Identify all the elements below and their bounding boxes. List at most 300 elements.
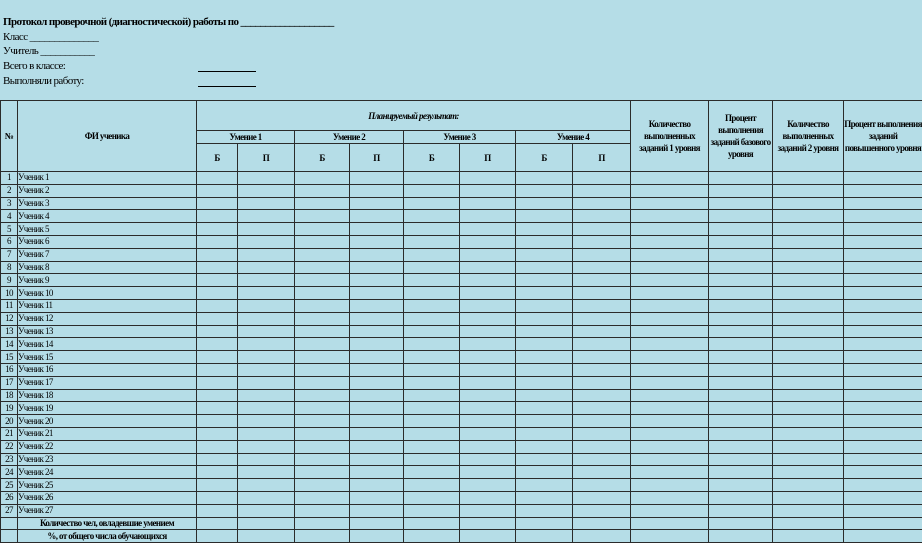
student-name[interactable]: Ученик 27	[18, 504, 197, 517]
score-cell[interactable]	[404, 466, 460, 479]
score-cell[interactable]	[295, 223, 350, 236]
score-cell[interactable]	[844, 197, 922, 210]
score-cell[interactable]	[573, 376, 631, 389]
summary-cell[interactable]	[295, 517, 350, 530]
score-cell[interactable]	[295, 261, 350, 274]
summary-cell[interactable]	[238, 530, 295, 543]
score-cell[interactable]	[295, 312, 350, 325]
score-cell[interactable]	[460, 466, 516, 479]
score-cell[interactable]	[709, 363, 773, 376]
student-name[interactable]: Ученик 20	[18, 415, 197, 428]
summary-cell[interactable]	[350, 517, 404, 530]
score-cell[interactable]	[460, 235, 516, 248]
score-cell[interactable]	[295, 197, 350, 210]
score-cell[interactable]	[404, 261, 460, 274]
score-cell[interactable]	[460, 427, 516, 440]
total-in-class-value[interactable]	[198, 61, 256, 72]
student-name[interactable]: Ученик 15	[18, 351, 197, 364]
score-cell[interactable]	[295, 184, 350, 197]
score-cell[interactable]	[460, 402, 516, 415]
score-cell[interactable]	[709, 491, 773, 504]
score-cell[interactable]	[350, 415, 404, 428]
score-cell[interactable]	[404, 376, 460, 389]
summary-cell[interactable]	[460, 530, 516, 543]
summary-cell[interactable]	[197, 517, 238, 530]
score-cell[interactable]	[631, 466, 709, 479]
score-cell[interactable]	[404, 210, 460, 223]
score-cell[interactable]	[404, 389, 460, 402]
score-cell[interactable]	[295, 299, 350, 312]
score-cell[interactable]	[631, 312, 709, 325]
score-cell[interactable]	[844, 299, 922, 312]
score-cell[interactable]	[573, 466, 631, 479]
score-cell[interactable]	[238, 466, 295, 479]
score-cell[interactable]	[773, 491, 844, 504]
score-cell[interactable]	[631, 363, 709, 376]
score-cell[interactable]	[350, 197, 404, 210]
score-cell[interactable]	[404, 235, 460, 248]
score-cell[interactable]	[709, 376, 773, 389]
score-cell[interactable]	[197, 261, 238, 274]
score-cell[interactable]	[709, 223, 773, 236]
score-cell[interactable]	[709, 504, 773, 517]
score-cell[interactable]	[197, 223, 238, 236]
score-cell[interactable]	[844, 389, 922, 402]
score-cell[interactable]	[573, 427, 631, 440]
score-cell[interactable]	[460, 184, 516, 197]
score-cell[interactable]	[404, 274, 460, 287]
score-cell[interactable]	[631, 299, 709, 312]
score-cell[interactable]	[197, 287, 238, 300]
score-cell[interactable]	[516, 184, 573, 197]
score-cell[interactable]	[573, 325, 631, 338]
score-cell[interactable]	[238, 184, 295, 197]
score-cell[interactable]	[844, 491, 922, 504]
student-name[interactable]: Ученик 21	[18, 427, 197, 440]
teacher-field[interactable]: Учитель ___________	[3, 45, 94, 57]
score-cell[interactable]	[460, 351, 516, 364]
score-cell[interactable]	[516, 453, 573, 466]
score-cell[interactable]	[197, 389, 238, 402]
score-cell[interactable]	[844, 363, 922, 376]
student-name[interactable]: Ученик 24	[18, 466, 197, 479]
score-cell[interactable]	[350, 274, 404, 287]
student-name[interactable]: Ученик 16	[18, 363, 197, 376]
score-cell[interactable]	[773, 402, 844, 415]
class-field[interactable]: Класс ______________	[3, 31, 98, 43]
score-cell[interactable]	[238, 351, 295, 364]
score-cell[interactable]	[844, 376, 922, 389]
score-cell[interactable]	[404, 287, 460, 300]
score-cell[interactable]	[844, 440, 922, 453]
score-cell[interactable]	[238, 299, 295, 312]
score-cell[interactable]	[350, 453, 404, 466]
score-cell[interactable]	[295, 248, 350, 261]
score-cell[interactable]	[709, 415, 773, 428]
student-name[interactable]: Ученик 26	[18, 491, 197, 504]
score-cell[interactable]	[404, 479, 460, 492]
score-cell[interactable]	[709, 235, 773, 248]
score-cell[interactable]	[404, 453, 460, 466]
score-cell[interactable]	[573, 440, 631, 453]
student-name[interactable]: Ученик 19	[18, 402, 197, 415]
score-cell[interactable]	[197, 351, 238, 364]
score-cell[interactable]	[573, 287, 631, 300]
score-cell[interactable]	[238, 274, 295, 287]
score-cell[interactable]	[295, 440, 350, 453]
score-cell[interactable]	[350, 338, 404, 351]
student-name[interactable]: Ученик 13	[18, 325, 197, 338]
score-cell[interactable]	[295, 389, 350, 402]
score-cell[interactable]	[573, 351, 631, 364]
score-cell[interactable]	[844, 338, 922, 351]
score-cell[interactable]	[197, 504, 238, 517]
score-cell[interactable]	[709, 261, 773, 274]
score-cell[interactable]	[573, 402, 631, 415]
score-cell[interactable]	[350, 351, 404, 364]
score-cell[interactable]	[404, 312, 460, 325]
score-cell[interactable]	[709, 274, 773, 287]
score-cell[interactable]	[197, 363, 238, 376]
score-cell[interactable]	[844, 466, 922, 479]
score-cell[interactable]	[773, 376, 844, 389]
summary-cell[interactable]	[844, 517, 922, 530]
score-cell[interactable]	[631, 376, 709, 389]
score-cell[interactable]	[773, 210, 844, 223]
score-cell[interactable]	[295, 235, 350, 248]
score-cell[interactable]	[709, 325, 773, 338]
score-cell[interactable]	[404, 427, 460, 440]
score-cell[interactable]	[844, 223, 922, 236]
score-cell[interactable]	[516, 351, 573, 364]
score-cell[interactable]	[404, 491, 460, 504]
score-cell[interactable]	[631, 274, 709, 287]
score-cell[interactable]	[709, 427, 773, 440]
score-cell[interactable]	[238, 440, 295, 453]
student-name[interactable]: Ученик 14	[18, 338, 197, 351]
score-cell[interactable]	[350, 235, 404, 248]
score-cell[interactable]	[773, 363, 844, 376]
score-cell[interactable]	[631, 235, 709, 248]
score-cell[interactable]	[295, 363, 350, 376]
score-cell[interactable]	[631, 210, 709, 223]
score-cell[interactable]	[197, 491, 238, 504]
score-cell[interactable]	[516, 287, 573, 300]
score-cell[interactable]	[773, 504, 844, 517]
score-cell[interactable]	[773, 351, 844, 364]
score-cell[interactable]	[197, 172, 238, 185]
score-cell[interactable]	[773, 197, 844, 210]
score-cell[interactable]	[709, 197, 773, 210]
score-cell[interactable]	[238, 312, 295, 325]
score-cell[interactable]	[709, 440, 773, 453]
student-name[interactable]: Ученик 5	[18, 223, 197, 236]
score-cell[interactable]	[404, 184, 460, 197]
score-cell[interactable]	[295, 287, 350, 300]
score-cell[interactable]	[709, 210, 773, 223]
summary-cell[interactable]	[773, 517, 844, 530]
score-cell[interactable]	[460, 325, 516, 338]
score-cell[interactable]	[709, 184, 773, 197]
student-name[interactable]: Ученик 11	[18, 299, 197, 312]
score-cell[interactable]	[350, 184, 404, 197]
score-cell[interactable]	[709, 466, 773, 479]
score-cell[interactable]	[573, 299, 631, 312]
score-cell[interactable]	[573, 453, 631, 466]
score-cell[interactable]	[197, 338, 238, 351]
score-cell[interactable]	[460, 248, 516, 261]
score-cell[interactable]	[460, 287, 516, 300]
score-cell[interactable]	[773, 325, 844, 338]
score-cell[interactable]	[844, 504, 922, 517]
score-cell[interactable]	[773, 389, 844, 402]
score-cell[interactable]	[404, 402, 460, 415]
student-name[interactable]: Ученик 25	[18, 479, 197, 492]
score-cell[interactable]	[404, 299, 460, 312]
score-cell[interactable]	[197, 210, 238, 223]
score-cell[interactable]	[295, 479, 350, 492]
score-cell[interactable]	[631, 440, 709, 453]
score-cell[interactable]	[773, 415, 844, 428]
score-cell[interactable]	[350, 427, 404, 440]
score-cell[interactable]	[350, 376, 404, 389]
score-cell[interactable]	[197, 415, 238, 428]
score-cell[interactable]	[460, 172, 516, 185]
score-cell[interactable]	[197, 402, 238, 415]
score-cell[interactable]	[631, 504, 709, 517]
score-cell[interactable]	[197, 466, 238, 479]
score-cell[interactable]	[573, 274, 631, 287]
summary-cell[interactable]	[238, 517, 295, 530]
score-cell[interactable]	[844, 261, 922, 274]
score-cell[interactable]	[844, 287, 922, 300]
score-cell[interactable]	[295, 466, 350, 479]
score-cell[interactable]	[631, 325, 709, 338]
score-cell[interactable]	[573, 479, 631, 492]
score-cell[interactable]	[709, 402, 773, 415]
score-cell[interactable]	[631, 479, 709, 492]
score-cell[interactable]	[709, 248, 773, 261]
score-cell[interactable]	[631, 453, 709, 466]
score-cell[interactable]	[631, 248, 709, 261]
score-cell[interactable]	[516, 389, 573, 402]
score-cell[interactable]	[350, 363, 404, 376]
score-cell[interactable]	[238, 172, 295, 185]
score-cell[interactable]	[350, 172, 404, 185]
score-cell[interactable]	[295, 415, 350, 428]
score-cell[interactable]	[295, 274, 350, 287]
score-cell[interactable]	[516, 466, 573, 479]
student-name[interactable]: Ученик 22	[18, 440, 197, 453]
score-cell[interactable]	[573, 248, 631, 261]
score-cell[interactable]	[709, 453, 773, 466]
score-cell[interactable]	[516, 325, 573, 338]
score-cell[interactable]	[631, 197, 709, 210]
summary-cell[interactable]	[404, 530, 460, 543]
student-name[interactable]: Ученик 9	[18, 274, 197, 287]
score-cell[interactable]	[516, 427, 573, 440]
score-cell[interactable]	[295, 504, 350, 517]
score-cell[interactable]	[631, 223, 709, 236]
score-cell[interactable]	[631, 415, 709, 428]
score-cell[interactable]	[460, 376, 516, 389]
score-cell[interactable]	[295, 402, 350, 415]
summary-cell[interactable]	[404, 517, 460, 530]
score-cell[interactable]	[573, 504, 631, 517]
score-cell[interactable]	[516, 235, 573, 248]
score-cell[interactable]	[516, 402, 573, 415]
score-cell[interactable]	[197, 184, 238, 197]
score-cell[interactable]	[197, 197, 238, 210]
score-cell[interactable]	[460, 261, 516, 274]
score-cell[interactable]	[516, 172, 573, 185]
score-cell[interactable]	[295, 210, 350, 223]
score-cell[interactable]	[773, 287, 844, 300]
score-cell[interactable]	[238, 376, 295, 389]
score-cell[interactable]	[350, 312, 404, 325]
score-cell[interactable]	[516, 274, 573, 287]
student-name[interactable]: Ученик 4	[18, 210, 197, 223]
student-name[interactable]: Ученик 6	[18, 235, 197, 248]
score-cell[interactable]	[404, 197, 460, 210]
score-cell[interactable]	[844, 248, 922, 261]
score-cell[interactable]	[238, 325, 295, 338]
score-cell[interactable]	[516, 223, 573, 236]
score-cell[interactable]	[197, 427, 238, 440]
score-cell[interactable]	[197, 248, 238, 261]
score-cell[interactable]	[238, 491, 295, 504]
score-cell[interactable]	[404, 504, 460, 517]
score-cell[interactable]	[197, 479, 238, 492]
score-cell[interactable]	[573, 197, 631, 210]
score-cell[interactable]	[773, 479, 844, 492]
score-cell[interactable]	[516, 312, 573, 325]
score-cell[interactable]	[350, 210, 404, 223]
summary-cell[interactable]	[709, 530, 773, 543]
score-cell[interactable]	[238, 287, 295, 300]
score-cell[interactable]	[516, 504, 573, 517]
score-cell[interactable]	[197, 440, 238, 453]
score-cell[interactable]	[631, 338, 709, 351]
score-cell[interactable]	[631, 427, 709, 440]
score-cell[interactable]	[460, 363, 516, 376]
score-cell[interactable]	[460, 389, 516, 402]
score-cell[interactable]	[238, 235, 295, 248]
score-cell[interactable]	[404, 415, 460, 428]
student-name[interactable]: Ученик 18	[18, 389, 197, 402]
score-cell[interactable]	[573, 338, 631, 351]
score-cell[interactable]	[773, 299, 844, 312]
score-cell[interactable]	[709, 351, 773, 364]
score-cell[interactable]	[709, 312, 773, 325]
score-cell[interactable]	[844, 274, 922, 287]
score-cell[interactable]	[295, 325, 350, 338]
score-cell[interactable]	[238, 261, 295, 274]
score-cell[interactable]	[460, 299, 516, 312]
score-cell[interactable]	[516, 440, 573, 453]
score-cell[interactable]	[516, 479, 573, 492]
score-cell[interactable]	[295, 351, 350, 364]
score-cell[interactable]	[773, 172, 844, 185]
score-cell[interactable]	[295, 172, 350, 185]
summary-cell[interactable]	[460, 517, 516, 530]
score-cell[interactable]	[350, 440, 404, 453]
score-cell[interactable]	[773, 312, 844, 325]
score-cell[interactable]	[404, 325, 460, 338]
score-cell[interactable]	[844, 235, 922, 248]
score-cell[interactable]	[573, 312, 631, 325]
summary-cell[interactable]	[773, 530, 844, 543]
score-cell[interactable]	[238, 210, 295, 223]
student-name[interactable]: Ученик 8	[18, 261, 197, 274]
score-cell[interactable]	[631, 351, 709, 364]
score-cell[interactable]	[238, 453, 295, 466]
score-cell[interactable]	[238, 248, 295, 261]
score-cell[interactable]	[844, 479, 922, 492]
score-cell[interactable]	[404, 223, 460, 236]
score-cell[interactable]	[404, 440, 460, 453]
student-name[interactable]: Ученик 23	[18, 453, 197, 466]
score-cell[interactable]	[844, 184, 922, 197]
score-cell[interactable]	[197, 312, 238, 325]
score-cell[interactable]	[350, 299, 404, 312]
score-cell[interactable]	[516, 491, 573, 504]
score-cell[interactable]	[460, 440, 516, 453]
score-cell[interactable]	[350, 325, 404, 338]
score-cell[interactable]	[238, 197, 295, 210]
score-cell[interactable]	[238, 223, 295, 236]
score-cell[interactable]	[844, 427, 922, 440]
score-cell[interactable]	[631, 402, 709, 415]
score-cell[interactable]	[844, 351, 922, 364]
score-cell[interactable]	[844, 415, 922, 428]
score-cell[interactable]	[350, 223, 404, 236]
score-cell[interactable]	[773, 223, 844, 236]
score-cell[interactable]	[350, 479, 404, 492]
score-cell[interactable]	[197, 453, 238, 466]
score-cell[interactable]	[631, 389, 709, 402]
score-cell[interactable]	[460, 274, 516, 287]
score-cell[interactable]	[238, 338, 295, 351]
score-cell[interactable]	[573, 223, 631, 236]
summary-cell[interactable]	[709, 517, 773, 530]
score-cell[interactable]	[350, 287, 404, 300]
score-cell[interactable]	[295, 453, 350, 466]
score-cell[interactable]	[844, 453, 922, 466]
score-cell[interactable]	[350, 261, 404, 274]
summary-cell[interactable]	[844, 530, 922, 543]
score-cell[interactable]	[350, 504, 404, 517]
student-name[interactable]: Ученик 12	[18, 312, 197, 325]
student-name[interactable]: Ученик 10	[18, 287, 197, 300]
score-cell[interactable]	[516, 363, 573, 376]
score-cell[interactable]	[773, 440, 844, 453]
score-cell[interactable]	[404, 248, 460, 261]
score-cell[interactable]	[844, 172, 922, 185]
score-cell[interactable]	[238, 389, 295, 402]
score-cell[interactable]	[631, 172, 709, 185]
score-cell[interactable]	[773, 427, 844, 440]
student-name[interactable]: Ученик 3	[18, 197, 197, 210]
score-cell[interactable]	[238, 415, 295, 428]
score-cell[interactable]	[197, 376, 238, 389]
score-cell[interactable]	[773, 338, 844, 351]
score-cell[interactable]	[573, 210, 631, 223]
score-cell[interactable]	[773, 261, 844, 274]
score-cell[interactable]	[773, 235, 844, 248]
score-cell[interactable]	[197, 235, 238, 248]
score-cell[interactable]	[460, 197, 516, 210]
